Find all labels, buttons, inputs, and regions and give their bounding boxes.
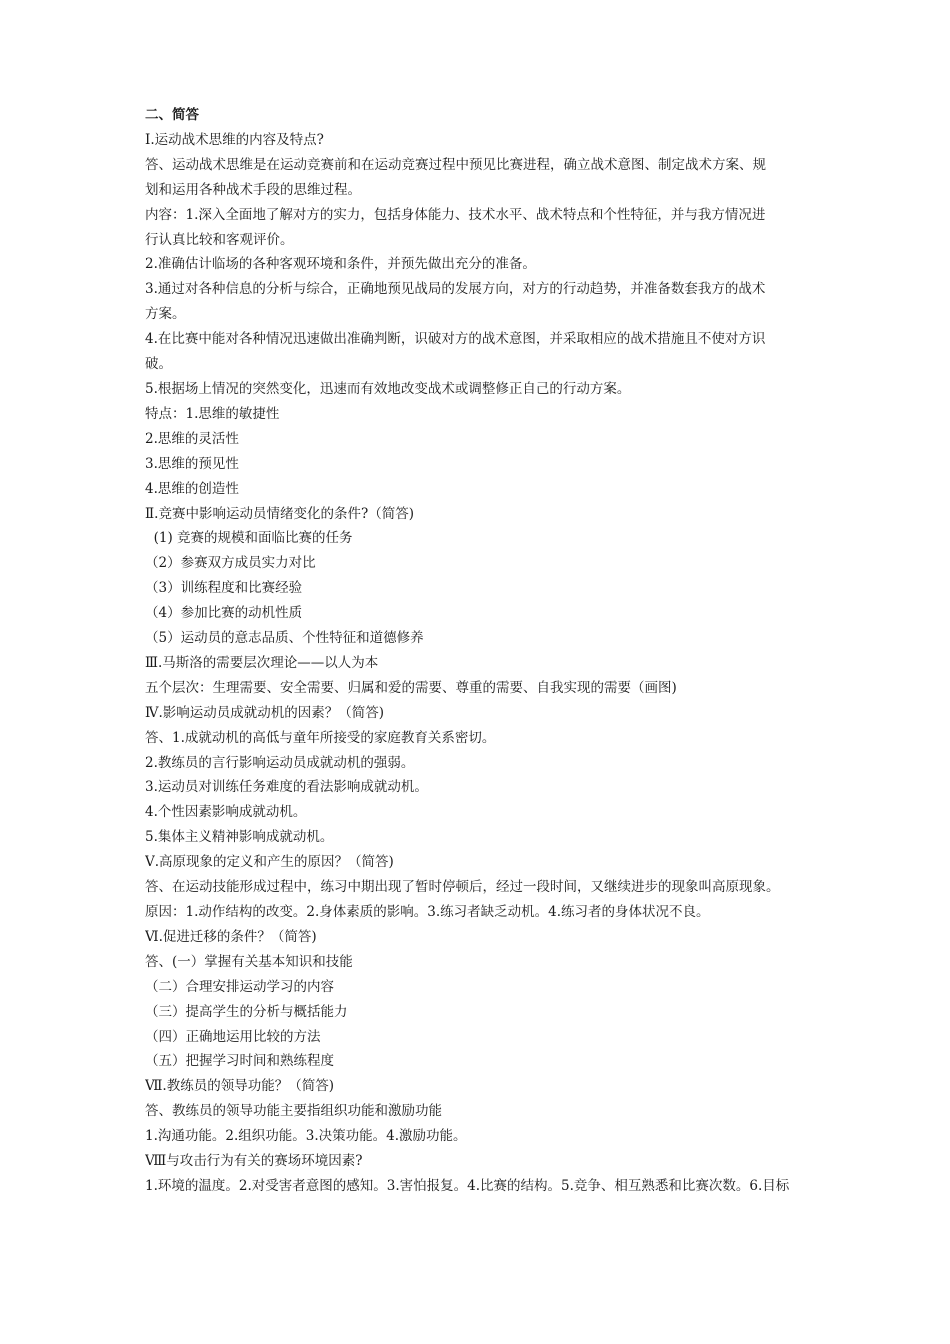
text-line: 破。 — [145, 356, 172, 373]
text-line: 2.教练员的言行影响运动员成就动机的强弱。 — [145, 754, 415, 771]
text-line: （2）参赛双方成员实力对比 — [145, 555, 316, 572]
text-line: 五个层次：生理需要、安全需要、归属和爱的需要、尊重的需要、自我实现的需要（画图) — [145, 679, 677, 696]
section-heading: 二、简答 — [145, 107, 199, 123]
question-7-title: Ⅶ.教练员的领导功能？（简答) — [145, 1078, 334, 1095]
text-line: 4.个性因素影响成就动机。 — [145, 804, 307, 821]
text-line: 内容：1.深入全面地了解对方的实力，包括身体能力、技术水平、战术特点和个性特征，并与我方情况进 — [145, 206, 766, 223]
question-1-title: Ⅰ.运动战术思维的内容及特点? — [145, 131, 324, 148]
text-line: 答、(一）掌握有关基本知识和技能 — [145, 953, 353, 970]
text-line: 3.通过对各种信息的分析与综合，正确地预见战局的发展方向，对方的行动趋势，并准备数套我方的战术 — [145, 281, 766, 298]
text-line: （三）提高学生的分析与概括能力 — [145, 1003, 348, 1020]
text-line: 4.在比赛中能对各种情况迅速做出准确判断，识破对方的战术意图，并采取相应的战术措施且不使对方识 — [145, 331, 766, 348]
document-body — [145, 103, 825, 1199]
text-line: （五）把握学习时间和熟练程度 — [145, 1053, 334, 1070]
text-line: 3.运动员对训练任务难度的看法影响成就动机。 — [145, 779, 428, 796]
text-line: （5）运动员的意志品质、个性特征和道德修养 — [145, 630, 424, 647]
text-line: 答、运动战术思维是在运动竞赛前和在运动竞赛过程中预见比赛进程，确立战术意图、制定战术方案、规 — [145, 156, 766, 173]
text-line: （二）合理安排运动学习的内容 — [145, 978, 334, 995]
text-line: 5.集体主义精神影响成就动机。 — [145, 829, 334, 846]
question-3-title: Ⅲ.马斯洛的需要层次理论——以人为本 — [145, 654, 379, 671]
text-line: 5.根据场上情况的突然变化，迅速而有效地改变战术或调整修正自己的行动方案。 — [145, 380, 631, 397]
question-8-title: Ⅷ与攻击行为有关的赛场环境因素? — [145, 1153, 363, 1170]
question-6-title: Ⅵ.促进迁移的条件？（简答) — [145, 928, 317, 945]
text-line: （四）正确地运用比较的方法 — [145, 1028, 321, 1045]
text-line: （3）训练程度和比赛经验 — [145, 580, 303, 597]
text-line: 4.思维的创造性 — [145, 480, 239, 497]
text-line: 原因：1.动作结构的改变。2.身体素质的影响。3.练习者缺乏动机。4.练习者的身体状况不良。 — [145, 904, 710, 920]
text-line: 3.思维的预见性 — [145, 455, 239, 472]
text-line: 2.思维的灵活性 — [145, 430, 239, 447]
text-line: 划和运用各种战术手段的思维过程。 — [145, 181, 361, 198]
text-line: 特点：1.思维的敏捷性 — [145, 405, 280, 422]
text-line: 答、在运动技能形成过程中，练习中期出现了暂时停顿后，经过一段时间，又继续进步的现象叫高原现象。 — [145, 879, 780, 896]
text-line: 答、1.成就动机的高低与童年所接受的家庭教育关系密切。 — [145, 729, 496, 746]
text-line: 2.准确估计临场的各种客观环境和条件，并预先做出充分的准备。 — [145, 256, 536, 273]
text-line: （4）参加比赛的动机性质 — [145, 605, 303, 622]
text-line: 1.沟通功能。2.组织功能。3.决策功能。4.激励功能。 — [145, 1128, 467, 1145]
text-line: 答、教练员的领导功能主要指组织功能和激励功能 — [145, 1103, 442, 1120]
question-5-title: Ⅴ.高原现象的定义和产生的原因？（简答) — [145, 854, 394, 871]
text-line: (1) 竞赛的规模和面临比赛的任务 — [145, 530, 353, 547]
text-line: 1.环境的温度。2.对受害者意图的感知。3.害怕报复。4.比赛的结构。5.竞争、相互熟悉和比赛次数。6.目标 — [145, 1177, 790, 1194]
question-4-title: Ⅳ.影响运动员成就动机的因素？（简答) — [145, 704, 385, 721]
text-line: 方案。 — [145, 306, 186, 323]
text-line: 行认真比较和客观评价。 — [145, 231, 294, 248]
question-2-title: Ⅱ.竞赛中影响运动员情绪变化的条件?（简答) — [145, 505, 414, 522]
